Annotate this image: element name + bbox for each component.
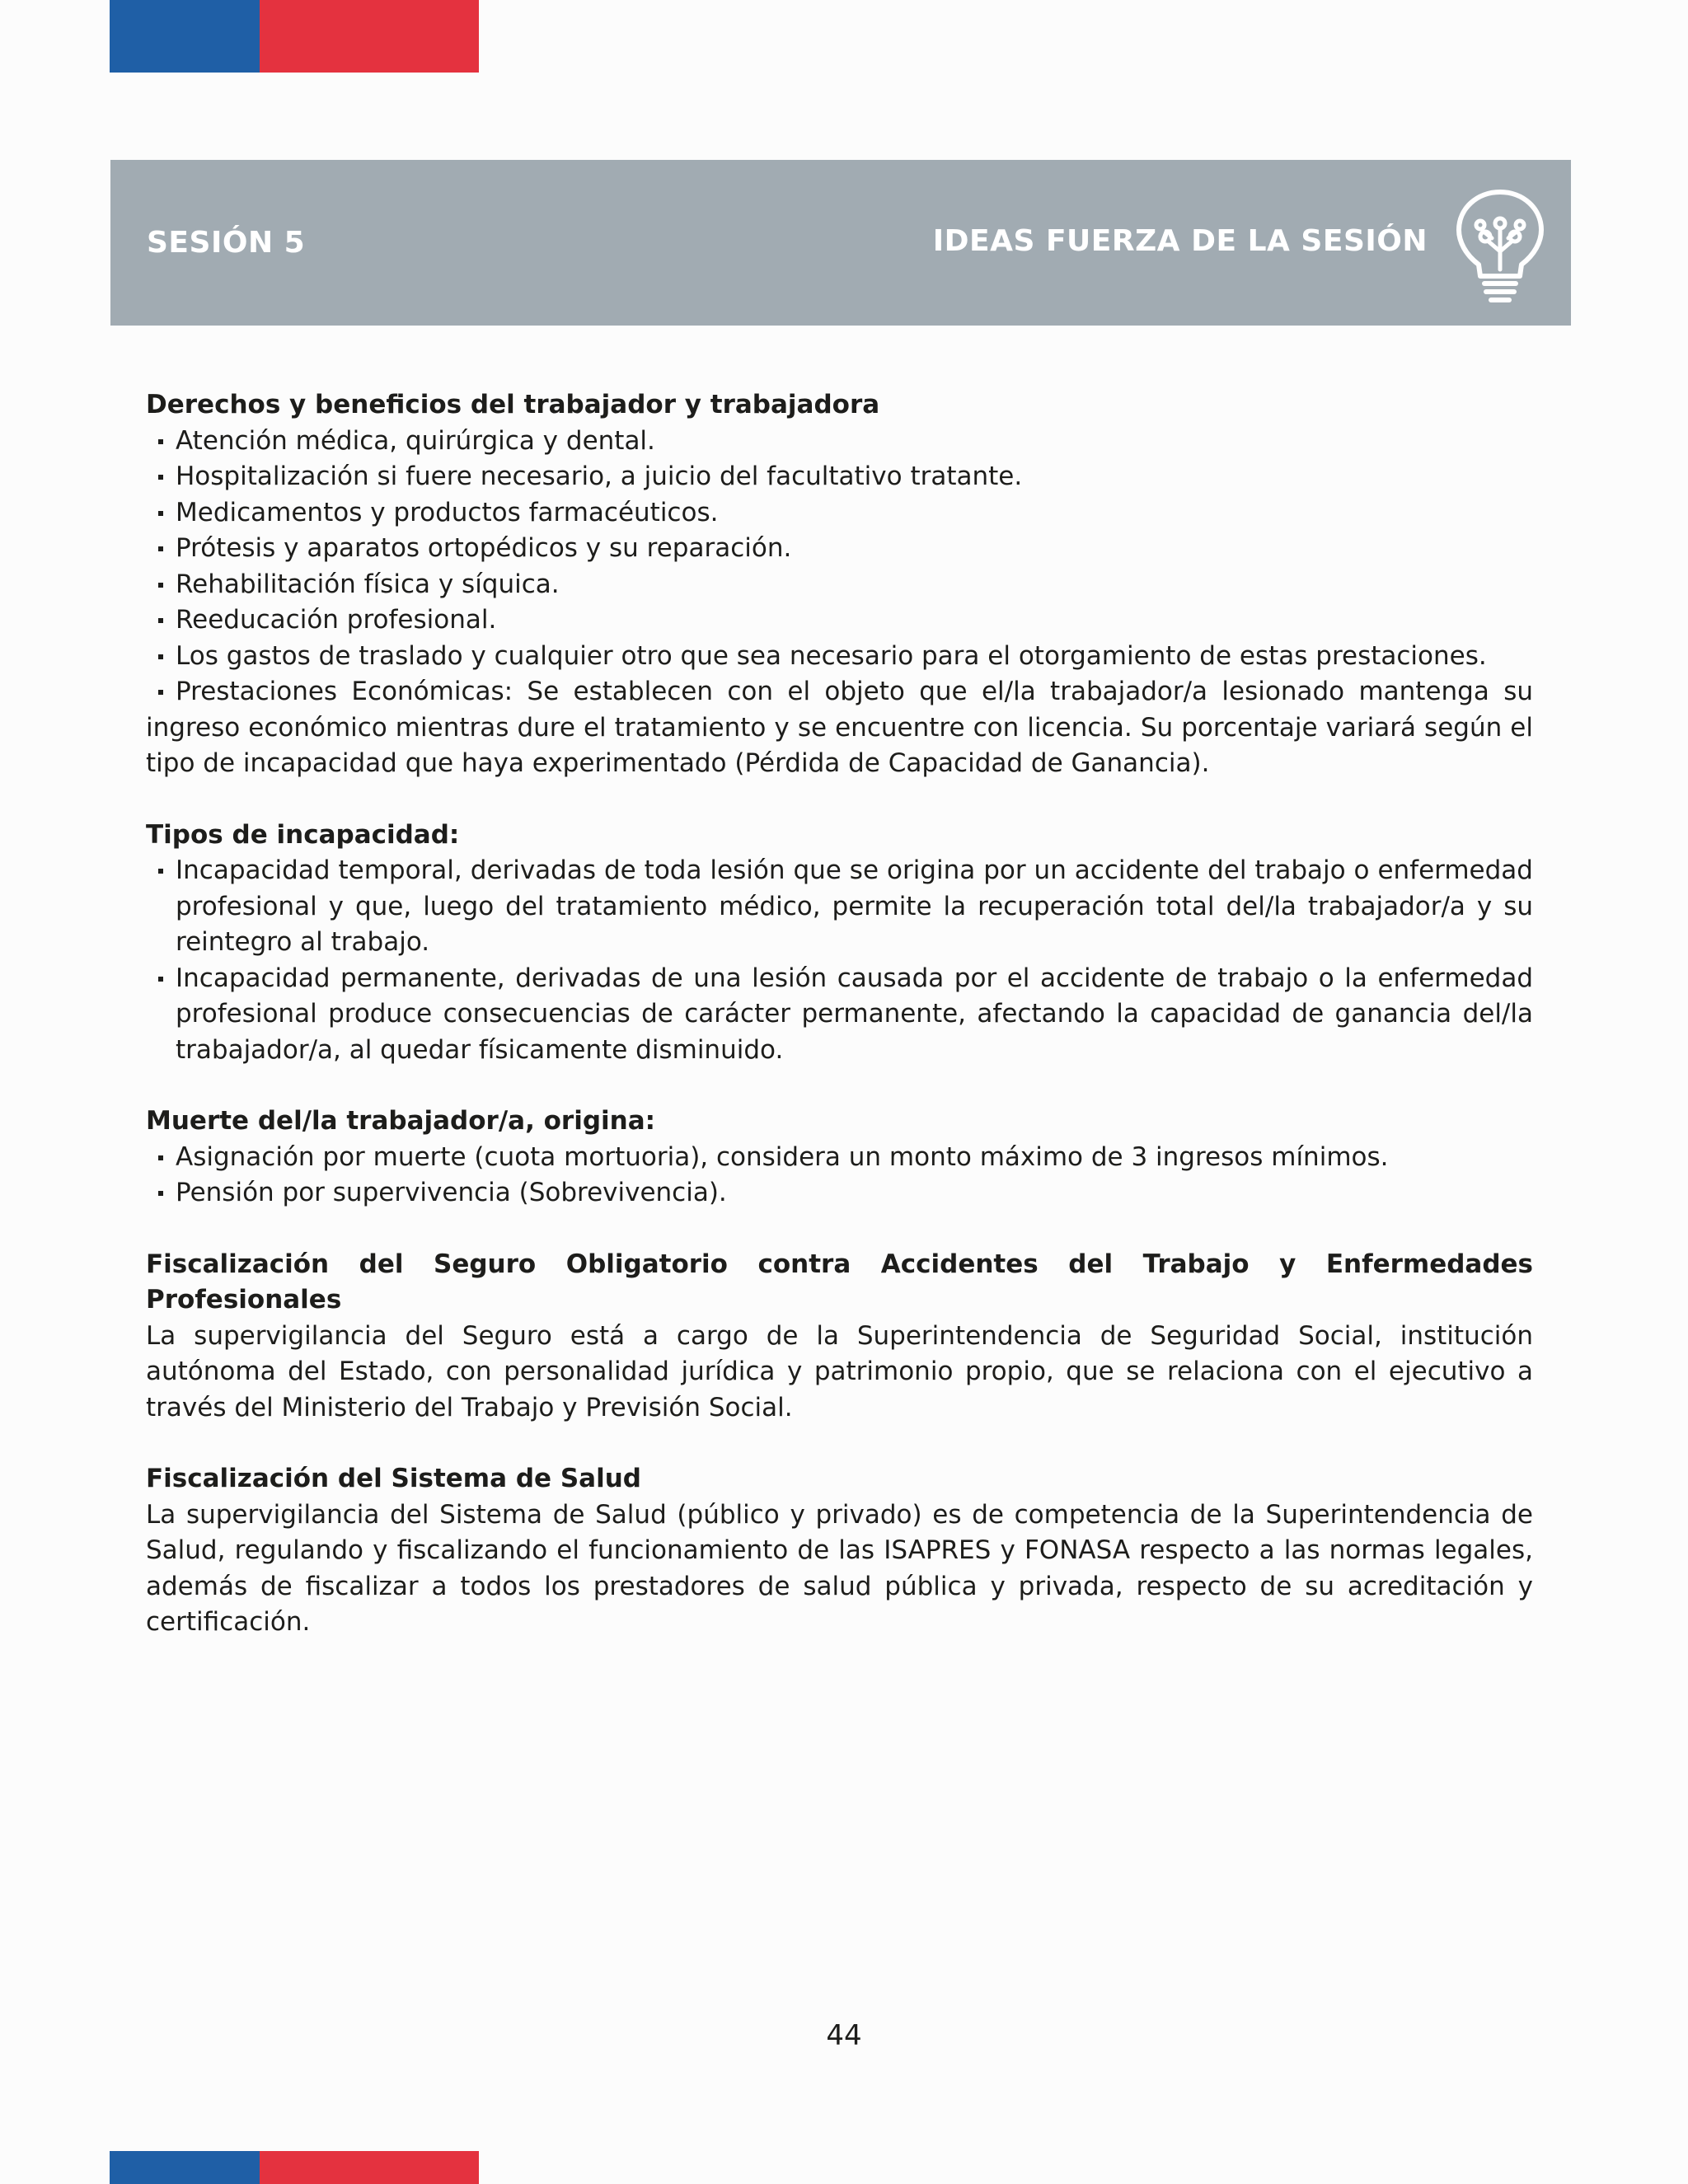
section-heading: Derechos y beneficios del trabajador y trabajadora (146, 390, 880, 419)
list-item: Atención médica, quirúrgica y dental. (146, 424, 1533, 460)
list-item: Pensión por supervivencia (Sobrevivencia). (146, 1175, 1533, 1212)
benefits-list (146, 424, 1533, 782)
list-item: Medicamentos y productos farmacéuticos. (146, 495, 1533, 532)
flag-blue-block (110, 2151, 260, 2184)
section-heading: Fiscalización del Seguro Obligatorio contra Accidentes del Trabajo y Enfermedades Profesionales (146, 1249, 1533, 1315)
section-heading: Tipos de incapacidad: (146, 819, 460, 850)
session-label: SESIÓN 5 (147, 226, 306, 260)
page-number: 44 (826, 2019, 862, 2052)
incapacity-list (146, 853, 1533, 1068)
flag-red-block (260, 2151, 479, 2184)
list-item: Asignación por muerte (cuota mortuoria), considera un monto máximo de 3 ingresos mínimos. (146, 1140, 1533, 1176)
section-paragraph: La supervigilancia del Sistema de Salud (público y privado) es de competencia de la Superintendencia de Salud, regulando y fiscalizando el funcionamiento de las ISAPRES y FONASA respecto a las normas legales, además de fiscalizar a todos los prestadores de salud pública y privada, respecto de su acreditación y certificación. (146, 1499, 1533, 1637)
section-worker-death (146, 1104, 1533, 1212)
session-header-band (110, 160, 1571, 326)
section-paragraph: La supervigilancia del Seguro está a cargo de la Superintendencia de Seguridad Social, institución autónoma del Estado, con personalidad jurídica y patrimonio propio, que se relaciona con el ejecutivo a través del Ministerio del Trabajo y Previsión Social. (146, 1320, 1533, 1422)
flag-stripe-top (110, 0, 479, 73)
flag-red-block (260, 0, 479, 73)
list-item: Reeducación profesional. (146, 602, 1533, 639)
list-item: Prestaciones Económicas: Se establecen con el objeto que el/la trabajador/a lesionado mantenga su ingreso económico mientras dure el tratamiento y se encuentre con licencia. Su porcentaje variará según el tipo de incapacidad que haya experimentado (Pérdida de Capacidad de Ganancia). (146, 674, 1533, 782)
list-item: Los gastos de traslado y cualquier otro que sea necesario para el otorgamiento de estas prestaciones. (146, 639, 1533, 675)
ideas-title: IDEAS FUERZA DE LA SESIÓN (932, 224, 1428, 258)
list-item: Incapacidad temporal, derivadas de toda lesión que se origina por un accidente del trabajo o enfermedad profesional y que, luego del tratamiento médico, permite la recuperación total del/la trabajador/a y su reintegro al trabajo. (146, 853, 1533, 961)
list-item: Hospitalización si fuere necesario, a juicio del facultativo tratante. (146, 459, 1533, 495)
content-body (146, 387, 1533, 1676)
list-item: Incapacidad permanente, derivadas de una lesión causada por el accidente de trabajo o la enfermedad profesional produce consecuencias de carácter permanente, afectando la capacidad de ganancia del/la trabajador/a, al quedar físicamente disminuido. (146, 961, 1533, 1069)
section-insurance-oversight (146, 1247, 1533, 1427)
death-benefits-list (146, 1140, 1533, 1212)
section-heading: Muerte del/la trabajador/a, origina: (146, 1106, 656, 1136)
lightbulb-icon (1454, 189, 1546, 304)
flag-stripe-bottom (110, 2151, 479, 2184)
list-item: Prótesis y aparatos ortopédicos y su reparación. (146, 531, 1533, 567)
section-heading: Fiscalización del Sistema de Salud (146, 1464, 641, 1493)
flag-blue-block (110, 0, 260, 73)
section-health-oversight (146, 1461, 1533, 1641)
section-rights-benefits (146, 387, 1533, 782)
list-item: Rehabilitación física y síquica. (146, 567, 1533, 603)
section-incapacity-types (146, 818, 1533, 1069)
